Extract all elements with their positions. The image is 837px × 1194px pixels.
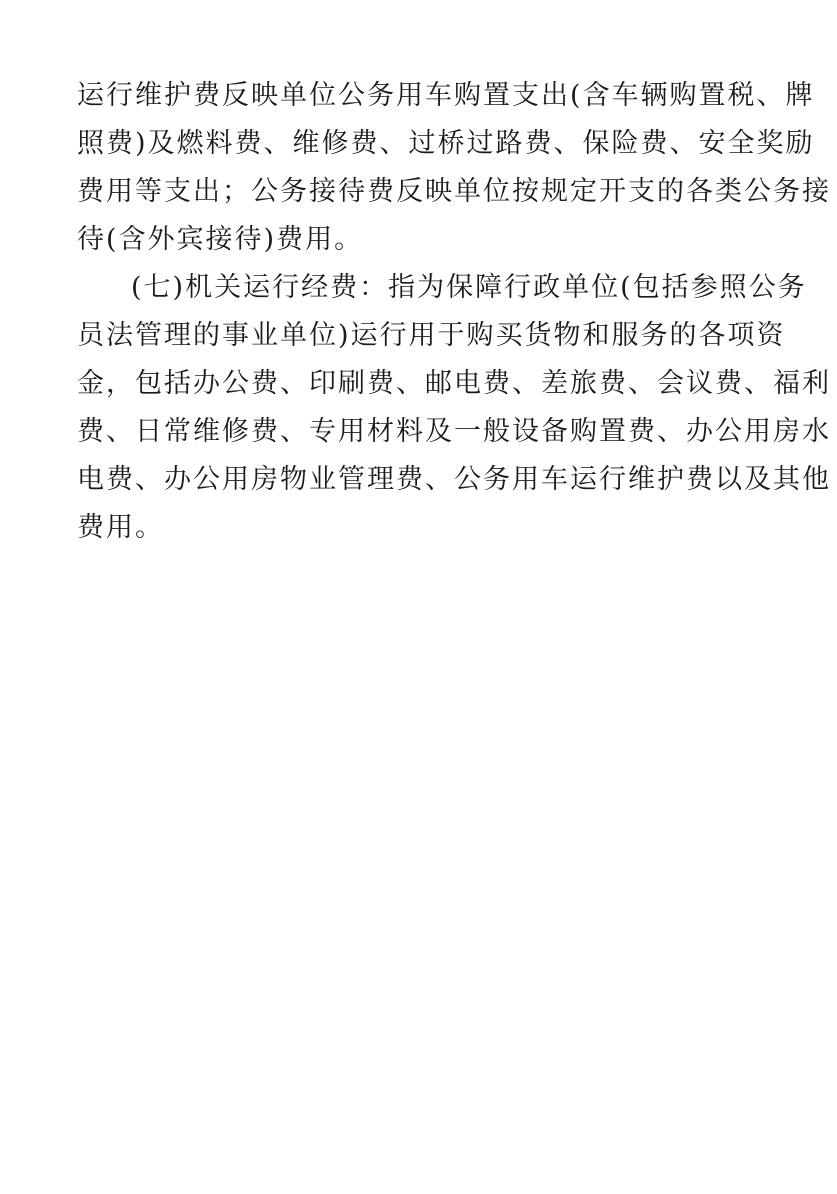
text-line: (七)机关运行经费：指为保障行政单位(包括参照公务: [131, 272, 807, 303]
text-line: 员法管理的事业单位)运行用于购买货物和服务的各项资: [77, 320, 786, 351]
paragraph-vehicle-reception-expenses: [77, 72, 831, 264]
text-line: 费用等支出；公务接待费反映单位按规定开支的各类公务接: [77, 176, 831, 207]
text-line: 电费、办公用房物业管理费、公务用车运行维护费以及其他: [77, 464, 831, 495]
paragraph-agency-operating-expenses: [77, 264, 831, 552]
text-line: 运行维护费反映单位公务用车购置支出(含车辆购置税、牌: [77, 80, 815, 111]
text-line: 费、日常维修费、专用材料及一般设备购置费、办公用房水: [77, 416, 831, 447]
document-body: [77, 72, 831, 552]
text-line: 费用。: [77, 512, 164, 543]
text-line: 照费)及燃料费、维修费、过桥过路费、保险费、安全奖励: [77, 128, 815, 159]
text-line: 待(含外宾接待)费用。: [77, 224, 364, 255]
text-line: 金，包括办公费、印刷费、邮电费、差旅费、会议费、福利: [77, 368, 831, 399]
